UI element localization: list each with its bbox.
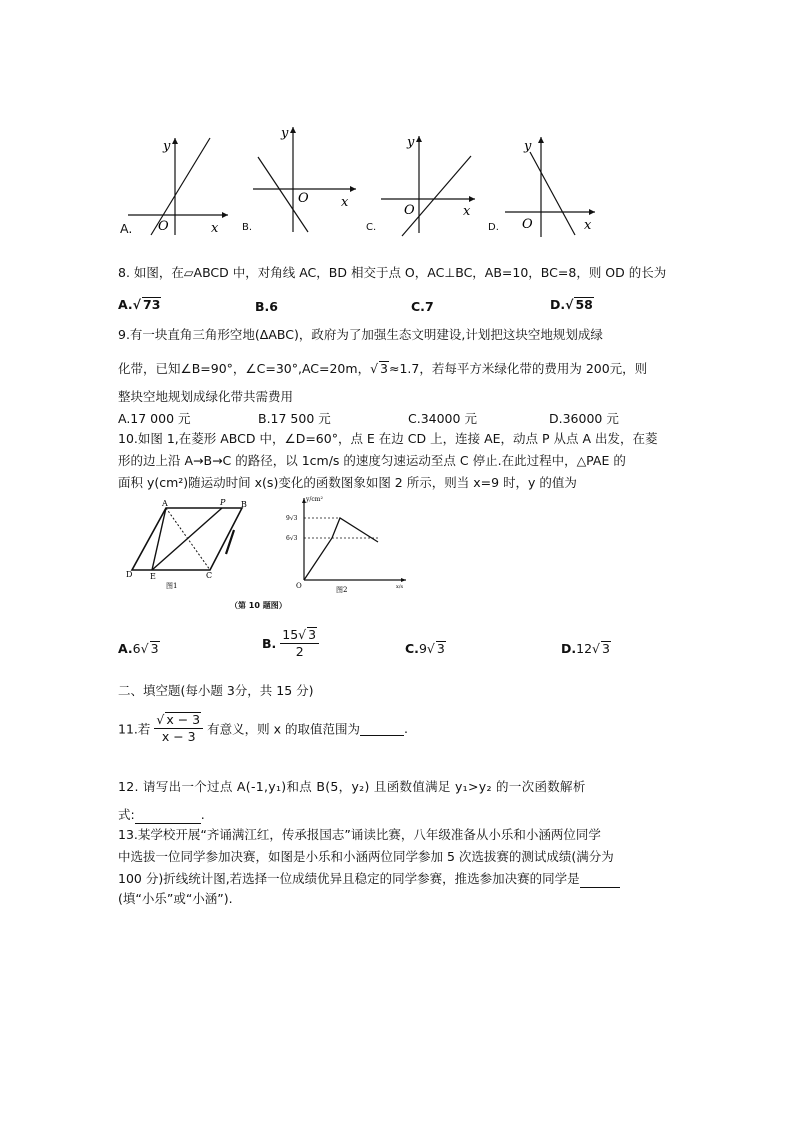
- graph-c-label: C.: [366, 222, 377, 233]
- q11-prefix: 11.若: [118, 721, 151, 737]
- graph-b-x-label: x: [341, 195, 349, 210]
- q8-option-b: [255, 298, 278, 316]
- fig2-function-curve: [304, 518, 378, 580]
- q10-line1: 10.如图 1,在菱形 ABCD 中，∠D=60°，点 E 在边 CD 上，连接 AE，动点 P 从点 A 出发，在菱: [118, 431, 658, 446]
- graph-d-x-label: x: [584, 218, 592, 233]
- q10-figure-1-rhombus: [122, 498, 257, 598]
- option-denominator: 2: [295, 644, 304, 659]
- q8-option-a: A.√ 73: [118, 297, 161, 312]
- graph-b-origin: O: [298, 191, 309, 206]
- option-label: B.: [255, 299, 270, 314]
- figure-1-label: 图1: [166, 582, 178, 590]
- q10-line2: 形的边上沿 A→B→C 的路径，以 1cm/s 的速度匀速运动至点 C 停止.在此过程中，△PAE 的: [118, 453, 626, 468]
- option-value: 7: [424, 299, 434, 314]
- graph-c-x-label: x: [463, 204, 471, 219]
- fig2-tick-lo: 6√3: [286, 535, 298, 542]
- q10-option-a: A.6√ 3: [118, 641, 159, 656]
- q9-line2-post: ≈1.7，若每平方米绿化带的费用为 200元，则: [389, 361, 648, 376]
- option-label: D.: [561, 641, 577, 656]
- q10-option-c: C.9√ 3: [405, 641, 445, 656]
- graph-a-origin: O: [158, 219, 169, 234]
- label-point-d: D: [126, 570, 133, 579]
- graph-d-origin: O: [522, 217, 533, 232]
- q12-line2-prefix: 式:: [118, 807, 135, 822]
- option-radicand: 3: [602, 641, 610, 656]
- q8-option-d-radicand: 58: [575, 297, 593, 312]
- fig2-tick-hi: 9√3: [286, 515, 298, 522]
- label-point-p: P: [220, 498, 226, 507]
- graph-d-label: D.: [488, 222, 499, 233]
- graph-a-x-label: x: [211, 221, 219, 236]
- graph-c-line: [402, 156, 471, 236]
- q11-end: .: [403, 721, 408, 736]
- q9-option-d: D.36000 元: [549, 411, 619, 426]
- q11-denominator: x − 3: [161, 729, 196, 744]
- q10-option-b: [262, 627, 319, 660]
- q11-fraction: $\frac{√ x - 3}{x - 3}$: [154, 712, 203, 745]
- graph-c-y-label: y: [407, 135, 415, 150]
- q11-answer-blank[interactable]: [360, 721, 404, 736]
- q12-end: .: [200, 807, 205, 822]
- option-coef: 6: [132, 641, 141, 656]
- graph-d-line-plot: [500, 132, 600, 242]
- q10-figure-2-graph: [282, 494, 412, 594]
- q12-line2: [118, 806, 205, 824]
- graph-a-y-label: y: [163, 139, 171, 154]
- graph-d-y-label: y: [524, 139, 532, 154]
- option-coef: 9: [418, 641, 427, 656]
- label-point-b: B: [241, 500, 247, 509]
- option-radicand: 3: [436, 641, 445, 656]
- fig2-x-axis-label: x/s: [396, 584, 404, 590]
- q9-line2-pre: 化带，已知∠B=90°，∠C=30°,AC=20m，: [118, 361, 371, 376]
- q9-line2: 化带，已知∠B=90°，∠C=30°,AC=20m，√ 3≈1.7，若每平方米绿化带的费用为 200元，则: [118, 361, 648, 376]
- label-point-e: E: [150, 572, 156, 581]
- q9-line3: 整块空地规划成绿化带共需费用: [118, 389, 294, 404]
- q12-line1: 12. 请写出一个过点 A(-1,y₁)和点 B(5，y₂) 且函数值满足 y₁>y₂ 的一次函数解析: [118, 779, 586, 794]
- option-fraction: $\frac{15√ 3}{2}$: [280, 627, 319, 660]
- option-radicand: 3: [150, 641, 159, 656]
- direction-arrow: [226, 530, 234, 554]
- option-label: C.: [405, 641, 419, 656]
- q13-line4: (填“小乐”或“小涵”).: [118, 891, 233, 906]
- fig2-origin: O: [296, 582, 302, 590]
- q13-line1: 13.某学校开展“齐诵满江红，传承报国志”诵读比赛，八年级准备从小乐和小涵两位同学: [118, 827, 601, 842]
- q11-line: [118, 712, 408, 745]
- segment-pe: [152, 508, 222, 570]
- fig2-y-axis-label: y/cm²: [306, 496, 323, 503]
- q9-option-b: B.17 500 元: [258, 411, 331, 426]
- graph-b-label: B.: [242, 222, 253, 233]
- section-2-heading: 二、填空题(每小题 3分，共 15 分): [118, 683, 314, 698]
- q9-option-a: A.17 000 元: [118, 411, 191, 426]
- option-coef: 12: [576, 641, 593, 656]
- q9-line2-radicand: 3: [380, 361, 388, 376]
- q12-answer-blank[interactable]: [135, 809, 201, 824]
- option-radicand: 3: [308, 627, 317, 642]
- q11-numerator-radicand: x − 3: [166, 712, 201, 727]
- q10-figure-caption: （第 10 题图）: [230, 601, 287, 610]
- option-label: B.: [262, 636, 277, 651]
- label-point-a: A: [162, 499, 168, 508]
- graph-b-y-label: y: [281, 126, 289, 141]
- q13-line3-text: 100 分)折线统计图,若选择一位成绩优异且稳定的同学参赛，推选参加决赛的同学是: [118, 871, 580, 886]
- option-value: 6: [269, 299, 278, 314]
- q9-line1: 9.有一块直角三角形空地(ΔABC)，政府为了加强生态文明建设,计划把这块空地规划成绿: [118, 327, 603, 342]
- q13-answer-blank[interactable]: [580, 873, 620, 888]
- q8-option-c: [411, 298, 434, 316]
- option-label: C.: [411, 299, 425, 314]
- q11-suffix: 有意义，则 x 的取值范围为: [207, 721, 360, 737]
- option-label: A.: [118, 297, 133, 312]
- graph-a-label: A.: [120, 221, 133, 236]
- q9-option-c: C.34000 元: [408, 411, 477, 426]
- graph-b-line-plot: [248, 122, 363, 237]
- graph-c-origin: O: [404, 203, 415, 218]
- label-point-c: C: [206, 571, 213, 580]
- option-num-coef: 15: [282, 627, 299, 642]
- q8-option-d: D.√ 58: [550, 297, 593, 312]
- graph-a-line-plot: [118, 130, 238, 240]
- figure-2-label: 图2: [336, 586, 348, 594]
- q8-stem: 8. 如图，在▱ABCD 中，对角线 AC，BD 相交于点 O，AC⊥BC，AB=10，BC=8，则 OD 的长为: [118, 265, 667, 280]
- q13-line2: 中选拔一位同学参加决赛，如图是小乐和小涵两位同学参加 5 次选拔赛的测试成绩(满分为: [118, 849, 614, 864]
- graph-d-line: [530, 152, 575, 235]
- option-label: D.: [550, 297, 566, 312]
- segment-ae: [152, 508, 166, 570]
- q8-option-a-radicand: 73: [143, 297, 161, 312]
- option-label: A.: [118, 641, 133, 656]
- q10-line3: 面积 y(cm²)随运动时间 x(s)变化的函数图象如图 2 所示，则当 x=9 时，y 的值为: [118, 475, 577, 490]
- q10-option-d: D.12√ 3: [561, 641, 610, 656]
- graph-c-line-plot: [378, 128, 488, 240]
- q13-line3: [118, 870, 620, 888]
